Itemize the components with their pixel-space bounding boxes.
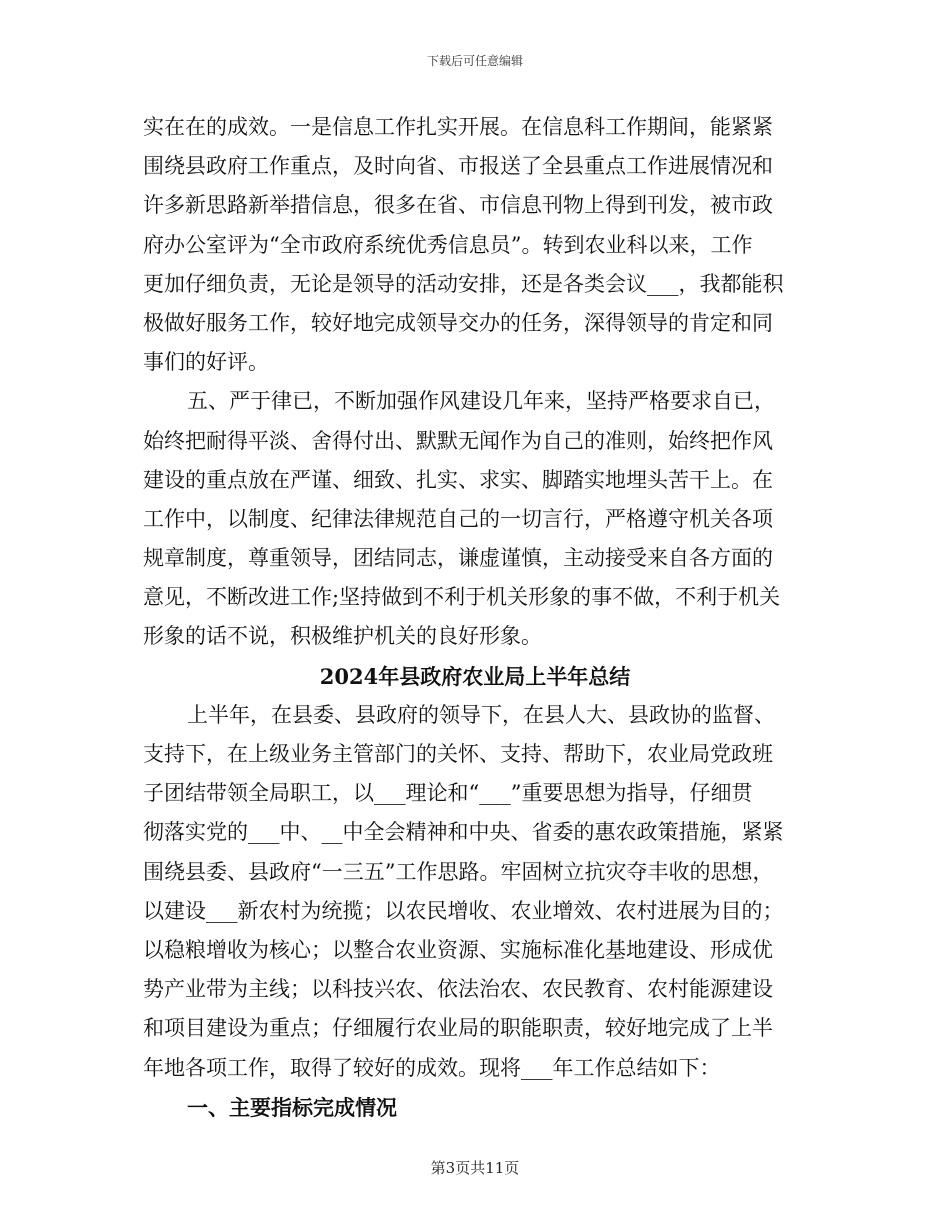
text-line: 许多新思路新举措信息，很多在省、市信息刊物上得到刊发，被市政 <box>143 193 773 218</box>
text-line: 事们的好评。 <box>143 350 269 375</box>
page-number: 第3页共11页 <box>430 1159 520 1177</box>
page-header: 下载后可任意编辑 <box>426 54 523 68</box>
paragraph-summary-intro <box>143 696 807 1088</box>
text-line: 以稳粮增收为核心；以整合农业资源、实施标准化基地建设、形成优 <box>143 937 773 962</box>
text-line: 支持下，在上级业务主管部门的关怀、支持、帮助下，农业局党政班 <box>143 742 773 766</box>
section-heading: 一、主要指标完成情况 <box>187 1094 397 1120</box>
text-line: 始终把耐得平淡、舍得付出、默默无闻作为自己的准则，始终把作风 <box>143 428 773 453</box>
paragraph-achievements <box>143 108 807 382</box>
text-line: 围绕县委、县政府“一三五”工作思路。牢固树立抗灾夺丰收的思想， <box>143 859 774 884</box>
paragraph-discipline <box>143 382 807 656</box>
text-line: 彻落实党的___中、__中全会精神和中央、省委的惠农政策措施，紧紧 <box>143 820 784 845</box>
text-line: 意见，不断改进工作;坚持做到不利于机关形象的事不做，不利于机关 <box>143 585 781 610</box>
text-line: 围绕县政府工作重点，及时向省、市报送了全县重点工作进展情况和 <box>143 154 773 179</box>
text-line: 以建设___新农村为统揽；以农民增收、农业增效、农村进展为目的； <box>143 898 784 923</box>
text-line: 势产业带为主线；以科技兴农、依法治农、农民教育、农村能源建设 <box>143 977 773 1002</box>
text-line: 年地各项工作，取得了较好的成效。现将___年工作总结如下： <box>143 1055 721 1080</box>
text-line: 府办公室评为“全市政府系统优秀信息员”。转到农业科以来，工作 <box>143 232 753 257</box>
text-line: 极做好服务工作，较好地完成领导交办的任务，深得领导的肯定和同 <box>143 310 773 335</box>
text-line: 实在在的成效。一是信息工作扎实开展。在信息科工作期间，能紧紧 <box>143 115 773 139</box>
text-line: 和项目建设为重点；仔细履行农业局的职能职责，较好地完成了上半 <box>143 1016 773 1041</box>
text-line: 更加仔细负责，无论是领导的活动安排，还是各类会议___，我都能积 <box>143 271 784 296</box>
text-line: 形象的话不说，积极维护机关的良好形象。 <box>143 624 542 649</box>
text-line: 建设的重点放在严谨、细致、扎实、求实、脚踏实地埋头苦干上。在 <box>143 467 773 492</box>
text-line: 子团结带领全局职工，以___理论和“___”重要思想为指导，仔细贯 <box>143 781 753 806</box>
text-line: 上半年，在县委、县政府的领导下，在县人大、县政协的监督、 <box>187 702 775 727</box>
text-line: 工作中，以制度、纪律法律规范自己的一切言行，严格遵守机关各项 <box>143 506 773 531</box>
document-title: 2024年县政府农业局上半年总结 <box>319 663 631 689</box>
document-body <box>143 108 807 1127</box>
text-line: 五、严于律已，不断加强作风建设几年来，坚持严格要求自已， <box>187 389 775 414</box>
text-line: 规章制度，尊重领导，团结同志，谦虚谨慎，主动接受来自各方面的 <box>143 546 773 571</box>
